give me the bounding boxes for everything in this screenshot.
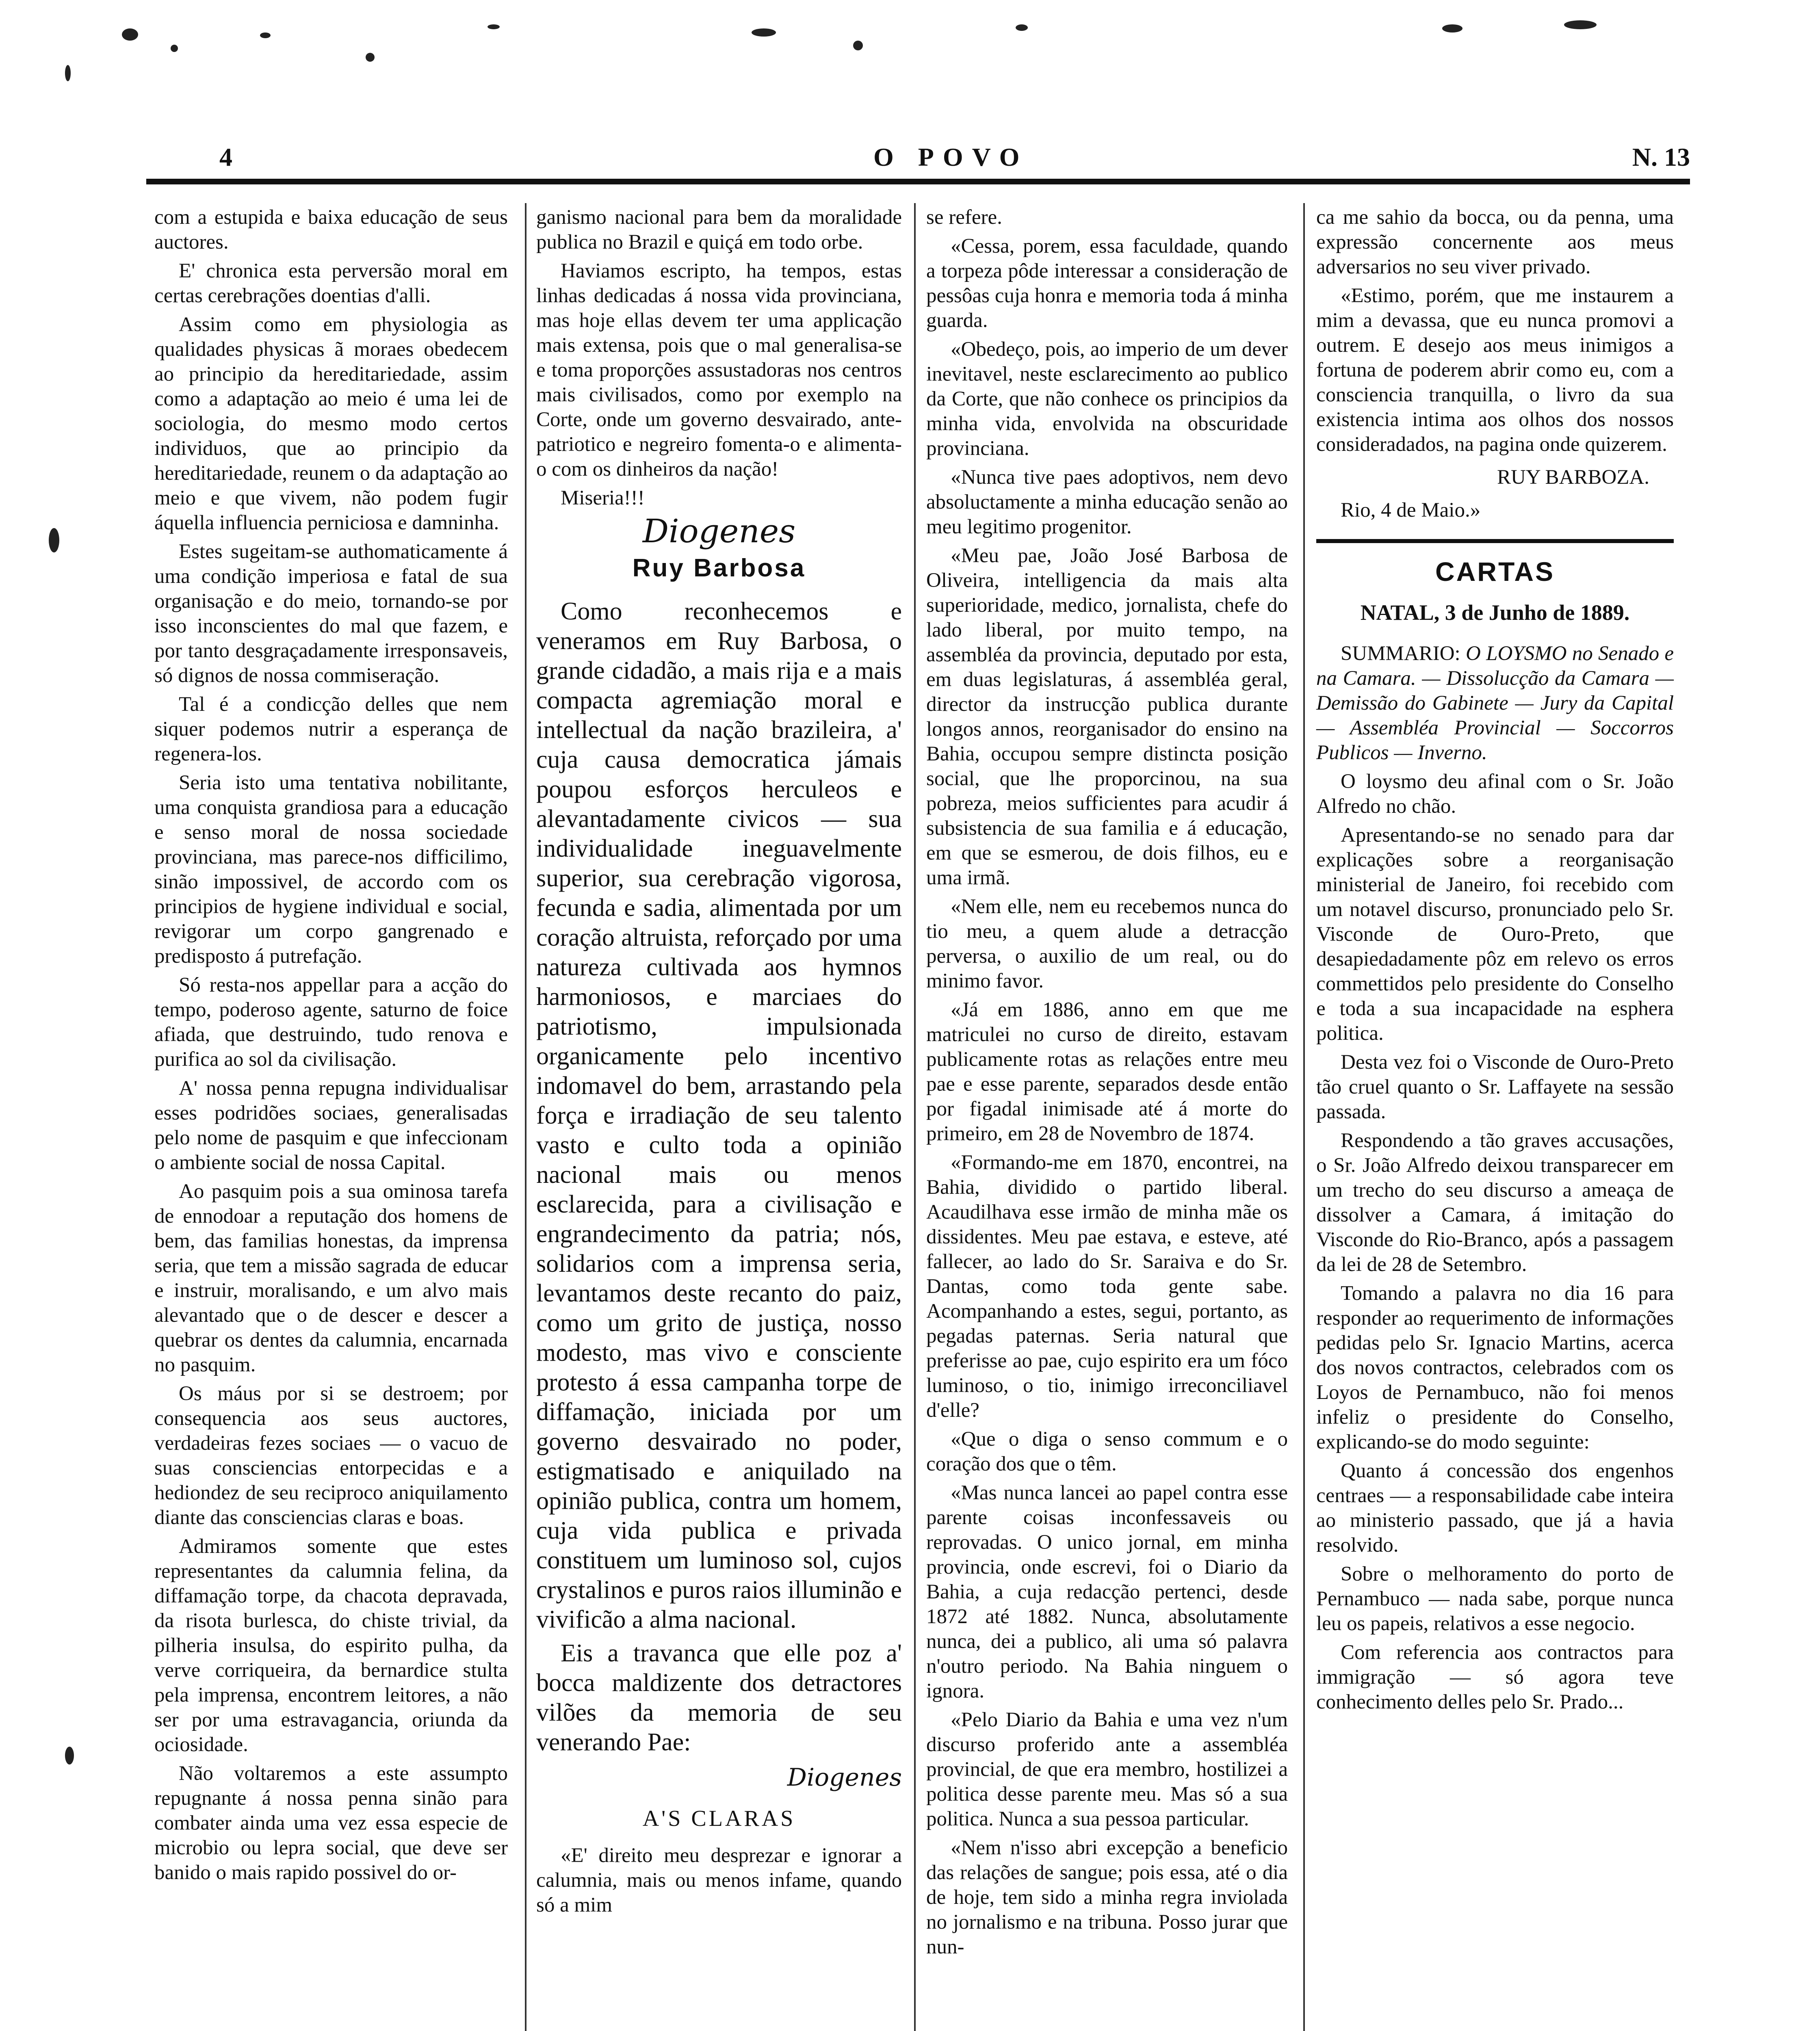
paragraph: «Formando-me em 1870, encontrei, na Bahia, dividido o partido liberal. Acaudilhava esse irmão de minha mãe os dissidentes. Meu pae estava, e esteve, até fallecer, ao lado do Sr. Saraiva e do Sr. Dantas, como toda gente sabe. Acompanhando a estes, segui, portanto, as pegadas paternas. Seria natural que preferisse ao pae, cujo espirito era um fóco luminoso, o tio, inimigo irreconciliavel d'elle? xyxy=(926,1151,1288,1422)
column-2 xyxy=(536,205,902,1922)
paragraph: «Nunca tive paes adoptivos, nem devo absoluctamente a minha educação senão ao meu legitimo progenitor. xyxy=(926,466,1288,538)
paragraph: Admiramos somente que estes representantes da calumnia felina, da diffamação torpe, da chacota depravada, da risota burlesca, do chiste trivial, da pilheria insulsa, do espirito pulha, da verve corriqueira, da bernardice stulta pela imprensa, encontrem leitores, a não ser por uma estravagancia, oriunda da ociosidade. xyxy=(154,1535,508,1756)
paragraph: «Cessa, porem, essa faculdade, quando a torpeza pôde interessar a consideração de pessôas cuja honra e memoria toda á minha guarda. xyxy=(926,235,1288,332)
paragraph: Apresentando-se no senado para dar explicações sobre a reorganisação ministerial de Janeiro, foi recebido com um notavel discurso, pronunciado pelo Sr. Visconde de Ouro-Preto, que desapiedadamente pôz em relevo os erros commettidos pelo presidente do Conselho e toda a sua incapacidade na esphera politica. xyxy=(1316,824,1674,1045)
column-divider xyxy=(525,203,526,2031)
paragraph: Sobre o melhoramento do porto de Pernambuco — nada sabe, porque nunca leu os papeis, relativos a esse negocio. xyxy=(1316,1563,1674,1635)
paragraph: com a estupida e baixa educação de seus auctores. xyxy=(154,206,508,253)
paragraph: Seria isto uma tentativa nobilitante, uma conquista grandiosa para a educação e senso moral de nossa sociedade provinciana, mas parece-nos difficilimo, sinão impossivel, de accordo com os principios de hygiene individual e social, revigorar um corpo gangrenado e predisposto á putrefação. xyxy=(154,771,508,968)
signature: RUY BARBOZA. xyxy=(1497,466,1649,489)
paragraph: «Mas nunca lancei ao papel contra esse parente coisas inconfessaveis ou reprovadas. O unico jornal, em minha provincia, onde escrevi, foi o Diario da Bahia, a cuja redacção pertenci, desde 1872 até 1882. Nunca, absolutamente nunca, dei a publico, ali uma só palavra n'outro periodo. Na Bahia ninguem o ignora. xyxy=(926,1481,1288,1702)
section-heading: CARTAS xyxy=(1435,556,1555,587)
column-1 xyxy=(154,205,508,1889)
paragraph: Tal é a condicção delles que nem siquer podemos nutrir a esperança de regenera-los. xyxy=(154,693,508,765)
paragraph: «Já em 1886, anno em que me matriculei no curso de direito, estavam publicamente rotas as relações entre meu pae e esse parente, separados desde então por figadal inimisade até á morte do primeiro, em 28 de Novembro de 1874. xyxy=(926,998,1288,1145)
paragraph: Estes sugeitam-se authomaticamente á uma condição imperiosa e fatal de sua organisação e do meio, tornando-se por isso inconscientes do mal que fazem, e por tanto desgraçadamente irresponsaveis, só dignos de nossa commiseração. xyxy=(154,540,508,687)
paragraph: E' chronica esta perversão moral em certas cerebrações doentias d'alli. xyxy=(154,260,508,307)
dateline: NATAL, 3 de Junho de 1889. xyxy=(1360,600,1630,625)
paragraph: ca me sahio da bocca, ou da penna, uma expressão concernente aos meus adversarios no seu viver privado. xyxy=(1316,206,1674,278)
paragraph: Desta vez foi o Visconde de Ouro-Preto tão cruel quanto o Sr. Laffayete na sessão passada. xyxy=(1316,1051,1674,1123)
paragraph: «Nem n'isso abri excepção a beneficio das relações de sangue; pois essa, até o dia de hoje, tem sido a minha regra inviolada no jornalismo e na tribuna. Posso jurar que nun- xyxy=(926,1836,1288,1958)
paragraph: Quanto á concessão dos engenhos centraes — a responsabilidade cabe inteira ao ministerio passado, que já a havia resolvido. xyxy=(1316,1459,1674,1557)
signature: Diogenes xyxy=(787,1763,902,1792)
column-divider xyxy=(914,203,916,2031)
paragraph: Respondendo a tão graves accusações, o Sr. João Alfredo deixou transparecer em um trecho do seu discurso a ameaça de dissolver a Camara, á imitação do Visconde do Rio-Branco, após a passagem da lei de 28 de Setembro. xyxy=(1316,1129,1674,1276)
paragraph: «Nem elle, nem eu recebemos nunca do tio meu, a quem alude a detracção perversa, o auxilio de um real, ou do minimo favor. xyxy=(926,895,1288,992)
summary-text: O LOYSMO no Senado e na Camara. — Dissolucção da Camara — Demissão do Gabinete — Jury da Capital — Assembléa Provincial — Soccorros Publicos — Inverno. xyxy=(1316,642,1674,764)
section-rule xyxy=(1316,539,1674,543)
page-header xyxy=(146,138,1690,179)
summary xyxy=(1316,641,1674,765)
paragraph: Os máus por si se destroem; por consequencia aos seus auctores, verdadeiras fezes sociaes — o vacuo de suas consciencias entorpecidas e a hediondez de seu reciproco aniquilamento diante das consciencias claras e boas. xyxy=(154,1382,508,1529)
paragraph: Como reconhecemos e veneramos em Ruy Barbosa, o grande cidadão, a mais rija e a mais compacta agremiação moral e intellectual da nação brazileira, a' cuja causa democratica jámais poupou esforços herculeos e alevantadamente civicos — sua individualidade ineguavelmente superior, sua cerebração vigorosa, fecunda e sadia, alimentada por um coração altruista, reforçado por uma natureza cultivada aos hymnos harmoniosos, e marciaes do patriotismo, impulsionada organicamente pelo incentivo indomavel do bem, arrastando pela força e irradiação de seu talento vasto e culto toda a opinião nacional mais ou menos esclarecida, para a civilisação e engrandecimento da patria; nós, solidarios com a imprensa seria, levantamos deste recanto do paiz, como um grito de justiça, nosso modesto, mas vivo e consciente protesto á essa campanha torpe de diffamação, iniciada por um governo desvairado no poder, estigmatisado e aniquilado na opinião publica, contra um homem, cuja vida publica e privada constituem um luminoso sol, cujos crystalinos e puros raios illuminão e vivificão a alma nacional. xyxy=(536,598,902,1633)
paragraph: Assim como em physiologia as qualidades physicas ã moraes obedecem ao principio da hereditariedade, assim como a adaptação ao meio é uma lei de sociologia, do mesmo modo certos individuos, que ao principio da hereditariedade, reunem o da adaptação ao meio e que vivem, não podem fugir áquella influencia perniciosa e damninha. xyxy=(154,313,508,534)
section-heading: A'S CLARAS xyxy=(642,1806,796,1831)
paragraph: «Que o diga o senso commum e o coração dos que o têm. xyxy=(926,1428,1288,1475)
column-3 xyxy=(926,205,1288,1964)
page-number-left: 4 xyxy=(219,143,232,171)
signature: Diogenes xyxy=(642,512,796,550)
place-date: Rio, 4 de Maio.» xyxy=(1341,499,1481,522)
summary-label: SUMMARIO: xyxy=(1341,642,1460,665)
article-headline: Ruy Barbosa xyxy=(632,554,806,582)
paragraph: Não voltaremos a este assumpto repugnante á nossa penna sinão para combater ainda uma vez essa especie de microbio ou lepra social, que deve ser banido o mais rapido possivel do or- xyxy=(154,1762,508,1884)
paragraph: Miseria!!! xyxy=(561,487,645,509)
paragraph: «Obedeço, pois, ao imperio de um dever inevitavel, neste esclarecimento ao publico da Corte, que não conhece os principios da minha vida, envolvida na obscuridade provinciana. xyxy=(926,338,1288,460)
paragraph: Haviamos escripto, ha tempos, estas linhas dedicadas á nossa vida provinciana, mas hoje ellas devem ter uma applicação mais extensa, pois que o mal generalisa-se e toma proporções assustadoras nos centros mais civilisados, como por exemplo na Corte, onde um governo desvairado, ante-patriotico e negreiro fomenta-o e alimenta-o com os dinheiros da nação! xyxy=(536,260,902,481)
paragraph: Ao pasquim pois a sua ominosa tarefa de ennodoar a reputação dos homens de bem, das familias honestas, da imprensa seria, que tem a missão sagrada de educar e instruir, moralisando, e um alvo mais alevantado que o de descer e descer a quebrar os dentes da calumnia, encarnada no pasquim. xyxy=(154,1180,508,1376)
paragraph: ganismo nacional para bem da moralidade publica no Brazil e quiçá em todo orbe. xyxy=(536,206,902,253)
column-4 xyxy=(1316,205,1674,1719)
issue-number: N. 13 xyxy=(1632,143,1690,171)
paragraph: O loysmo deu afinal com o Sr. João Alfredo no chão. xyxy=(1316,770,1674,818)
newspaper-title: O POVO xyxy=(873,143,1029,171)
column-divider xyxy=(1303,203,1305,2031)
paragraph: «Meu pae, João José Barbosa de Oliveira, intelligencia da mais alta superioridade, medico, jornalista, chefe do lado liberal, por muito tempo, na assembléa da provincia, deputado por esta, em duas legislaturas, á assembléa geral, director da instrucção publica durante longos annos, reorganisador do ensino na Bahia, occupou sempre distincta posição social, que lhe proporcinou, na sua pobreza, meios sufficientes para acudir á subsistencia de sua familia e á educação, em que se esmerou, de dois filhos, eu e uma irmã. xyxy=(926,544,1288,889)
paragraph: Com referencia aos contractos para immigração — só agora teve conhecimento delles pelo Sr. Prado... xyxy=(1316,1641,1674,1713)
paragraph: «E' direito meu desprezar e ignorar a calumnia, mais ou menos infame, quando só a mim xyxy=(536,1844,902,1916)
paragraph: A' nossa penna repugna individualisar esses podridões sociaes, generalisadas pelo nome de pasquim e que infeccionam o ambiente social de nossa Capital. xyxy=(154,1077,508,1174)
paragraph: Só resta-nos appellar para a acção do tempo, poderoso agente, saturno de foice afiada, que destruindo, tudo renova e purifica ao sol da civilisação. xyxy=(154,974,508,1071)
paragraph: «Pelo Diario da Bahia e uma vez n'um discurso proferido ante a assembléa provincial, de que era membro, hostilizei a politica desse parente meu. Mas só a sua politica. Nunca a sua pessoa particular. xyxy=(926,1708,1288,1830)
paragraph: Eis a travanca que elle poz a' bocca maldizente dos detractores vilões da memoria de seu venerando Pae: xyxy=(536,1639,902,1756)
paragraph: Tomando a palavra no dia 16 para responder ao requerimento de informações pedidas pelo Sr. Ignacio Martins, acerca dos novos contractos, celebrados com os Loyos de Pernambuco, não foi menos infeliz o presidente do Conselho, explicando-se do modo seguinte: xyxy=(1316,1282,1674,1453)
paragraph: «Estimo, porém, que me instaurem a mim a devassa, que eu nunca promovi a outrem. E desejo aos meus inimigos a fortuna de poderem abrir como eu, com a consciencia tranquilla, o livro da sua existencia intima aos olhos dos nossos consideradados, na pagina onde quizerem. xyxy=(1316,284,1674,456)
header-rule xyxy=(146,179,1690,184)
paragraph: se refere. xyxy=(926,206,1002,229)
